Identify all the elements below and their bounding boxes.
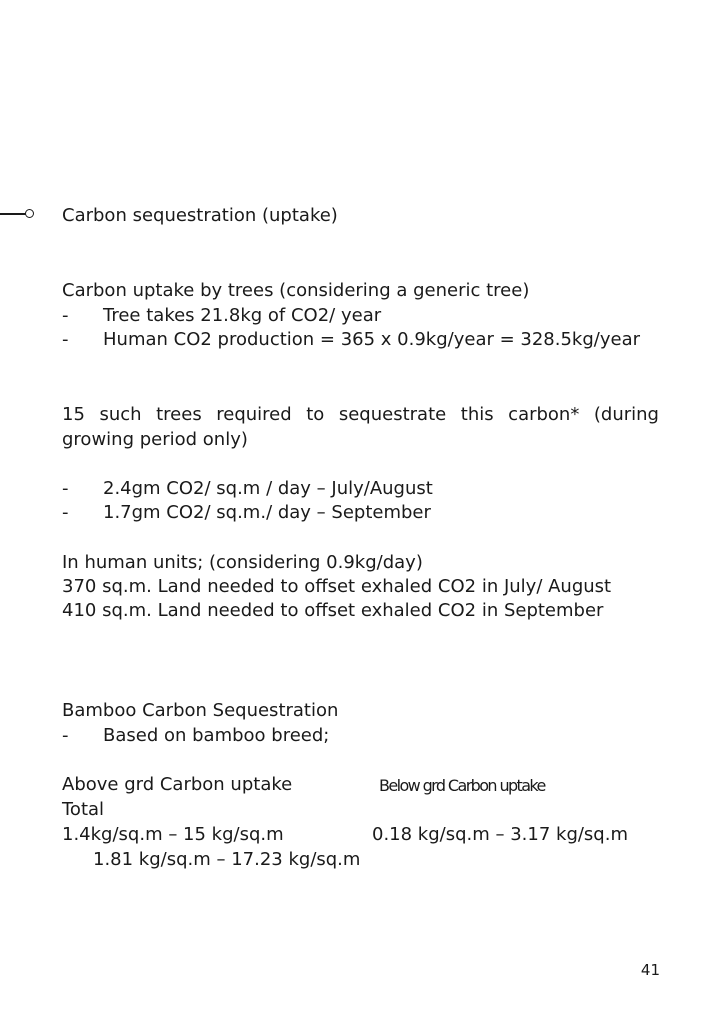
bullet-dash: -: [62, 329, 69, 350]
trees-bullet-2: Human CO2 production = 365 x 0.9kg/year = 328.5kg/year: [103, 329, 641, 350]
below-ground-value: 0.18 kg/sq.m – 3.17 kg/sq.m: [372, 824, 628, 845]
bullet-dash: -: [62, 725, 69, 746]
human-units-heading: In human units; (considering 0.9kg/day): [62, 552, 423, 573]
bullet-dash: -: [62, 305, 69, 326]
bullet-dash: -: [62, 478, 69, 499]
rate-july-august: 2.4gm CO2/ sq.m / day – July/August: [103, 478, 433, 499]
land-needed-september: 410 sq.m. Land needed to offset exhaled CO2 in September: [62, 600, 604, 621]
bamboo-heading: Bamboo Carbon Sequestration: [62, 700, 339, 721]
section-marker-line: [0, 213, 26, 215]
rate-september: 1.7gm CO2/ sq.m./ day – September: [103, 502, 431, 523]
page-number: 41: [640, 961, 660, 979]
section-title: Carbon sequestration (uptake): [62, 205, 338, 226]
trees-paragraph: 15 such trees required to sequestrate this carbon* (during growing period only): [62, 404, 659, 450]
total-value: 1.81 kg/sq.m – 17.23 kg/sq.m: [93, 849, 361, 870]
below-ground-label: Below grd Carbon uptake: [379, 776, 545, 795]
bullet-dash: -: [62, 502, 69, 523]
bamboo-bullet: Based on bamboo breed;: [103, 725, 330, 746]
above-ground-label: Above grd Carbon uptake: [62, 774, 293, 795]
trees-heading: Carbon uptake by trees (considering a generic tree): [62, 280, 530, 301]
above-ground-value: 1.4kg/sq.m – 15 kg/sq.m: [62, 824, 284, 845]
total-label: Total: [62, 799, 105, 820]
trees-bullet-1: Tree takes 21.8kg of CO2/ year: [103, 305, 382, 326]
land-needed-july-august: 370 sq.m. Land needed to offset exhaled CO2 in July/ August: [62, 576, 612, 597]
section-marker-circle: [25, 209, 34, 218]
